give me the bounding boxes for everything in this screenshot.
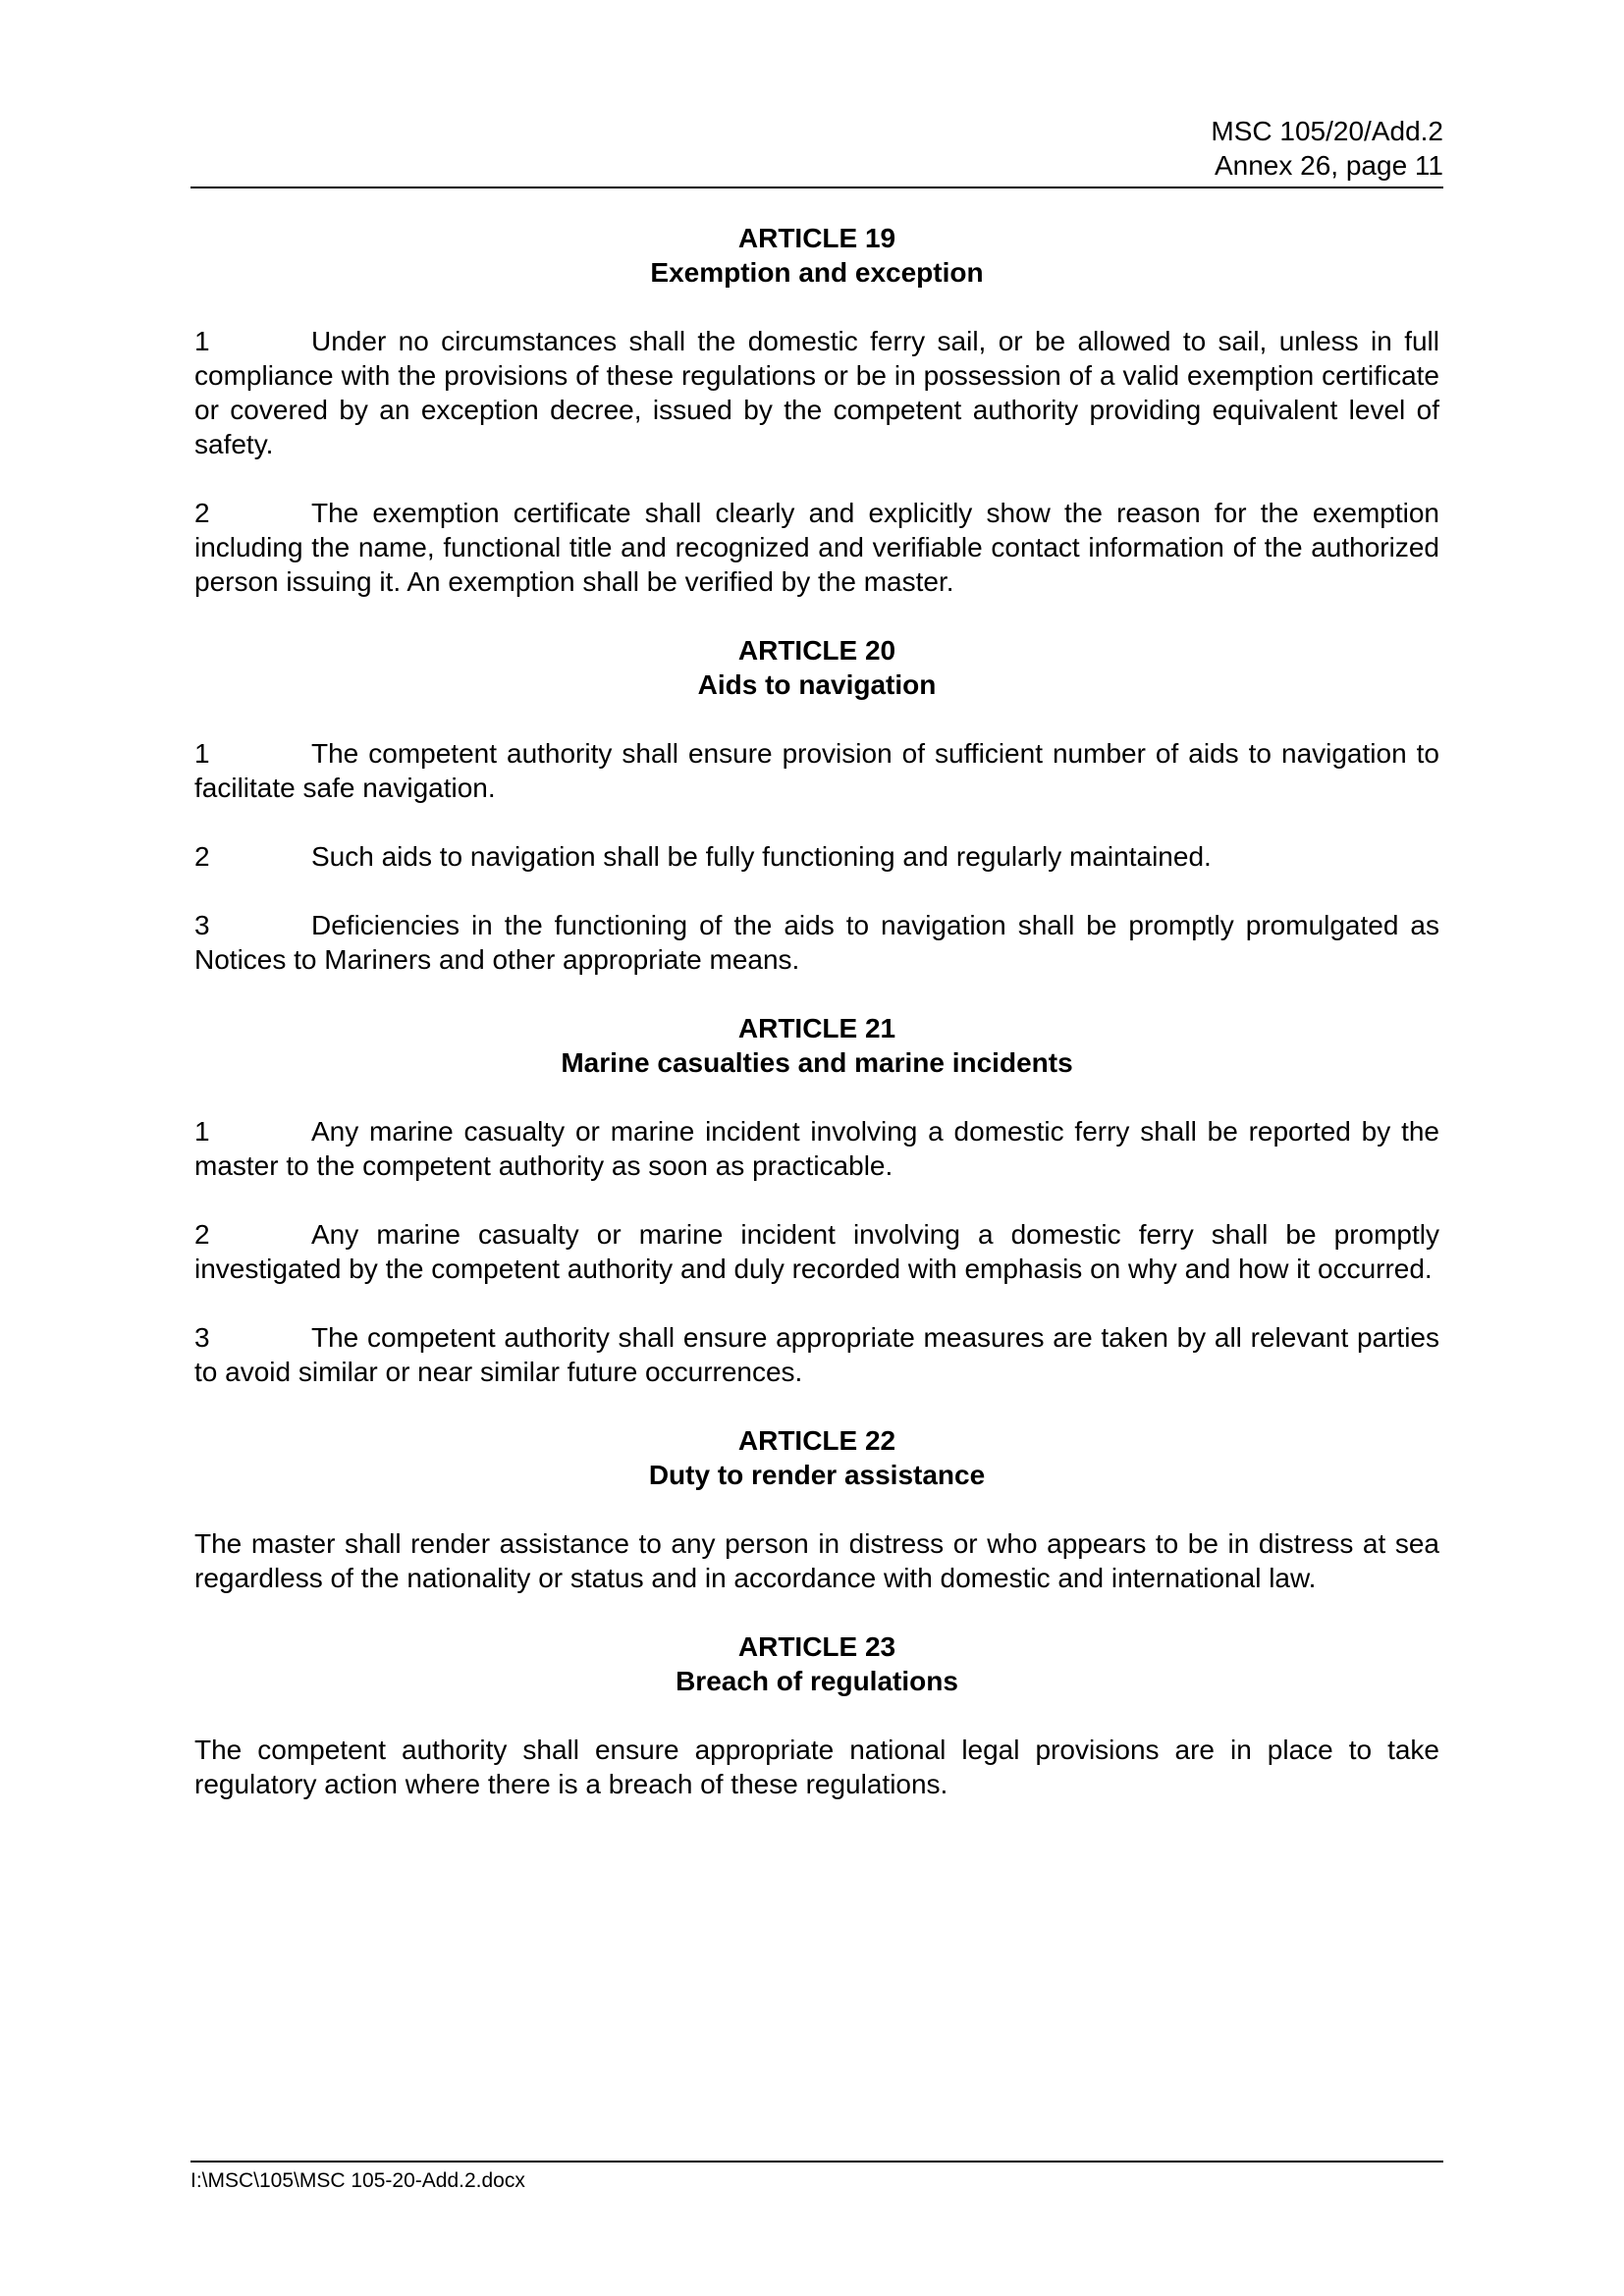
file-path: I:\MSC\105\MSC 105-20-Add.2.docx [190, 2169, 525, 2192]
article-paragraph [194, 839, 1439, 874]
article-23 [194, 1629, 1439, 1801]
paragraph-number: 3 [194, 910, 210, 940]
page-reference: Annex 26, page 11 [1214, 150, 1443, 181]
paragraph-text: Any marine casualty or marine incident involving a domestic ferry shall be reported by the master to the competent authority as soon as practicable. [194, 1116, 1439, 1181]
paragraph-number: 1 [194, 738, 210, 769]
article-paragraph [194, 1320, 1439, 1389]
paragraph-text: The master shall render assistance to any person in distress or who appears to be in distress at sea regardless of the nationality or status and in accordance with domestic and international law. [194, 1528, 1439, 1593]
article-21 [194, 1011, 1439, 1389]
article-paragraph [194, 1733, 1439, 1801]
article-title: Aids to navigation [697, 669, 937, 700]
article-title: Marine casualties and marine incidents [561, 1047, 1073, 1078]
document-body [194, 221, 1439, 1836]
paragraph-text: Deficiencies in the functioning of the aids to navigation shall be promptly promulgated as Notices to Mariners and other appropriate means. [194, 910, 1439, 975]
article-title: Duty to render assistance [648, 1460, 986, 1490]
paragraph-number: 2 [194, 1219, 210, 1250]
article-number: ARTICLE 19 [737, 223, 896, 253]
paragraph-number: 2 [194, 498, 210, 528]
paragraph-text: The exemption certificate shall clearly and explicitly show the reason for the exemption including the name, functional title and recognized and verifiable contact information of the authorized person issuing it. An exemption shall be verified by the master. [194, 498, 1439, 597]
page-header [190, 114, 1443, 188]
article-20 [194, 633, 1439, 977]
paragraph-text: The competent authority shall ensure appropriate national legal provisions are in place to take regulatory action where there is a breach of these regulations. [194, 1735, 1439, 1799]
article-number: ARTICLE 22 [737, 1425, 896, 1456]
article-paragraph [194, 736, 1439, 805]
article-paragraph [194, 908, 1439, 977]
article-number: ARTICLE 21 [737, 1013, 896, 1043]
article-paragraph [194, 1217, 1439, 1286]
article-number: ARTICLE 20 [737, 635, 896, 666]
article-title: Breach of regulations [676, 1666, 958, 1696]
paragraph-number: 1 [194, 326, 210, 356]
paragraph-text: Such aids to navigation shall be fully functioning and regularly maintained. [311, 841, 1212, 872]
article-22 [194, 1423, 1439, 1595]
article-19 [194, 221, 1439, 599]
article-title: Exemption and exception [650, 257, 984, 288]
document-reference: MSC 105/20/Add.2 [1211, 116, 1443, 146]
paragraph-text: The competent authority shall ensure appropriate measures are taken by all relevant parties to avoid similar or near similar future occurrences. [194, 1322, 1439, 1387]
paragraph-text: The competent authority shall ensure provision of sufficient number of aids to navigation to facilitate safe navigation. [194, 738, 1439, 803]
paragraph-number: 1 [194, 1116, 210, 1147]
paragraph-text: Under no circumstances shall the domestic ferry sail, or be allowed to sail, unless in full compliance with the provisions of these regulations or be in possession of a valid exemption certificate or covered by an exception decree, issued by the competent authority providing equivalent level of safety. [194, 326, 1439, 459]
article-paragraph [194, 324, 1439, 461]
paragraph-number: 2 [194, 841, 210, 872]
page-footer [190, 2161, 1443, 2194]
article-paragraph [194, 496, 1439, 599]
paragraph-number: 3 [194, 1322, 210, 1353]
article-paragraph [194, 1114, 1439, 1183]
paragraph-text: Any marine casualty or marine incident involving a domestic ferry shall be promptly investigated by the competent authority and duly recorded with emphasis on why and how it occurred. [194, 1219, 1439, 1284]
article-paragraph [194, 1526, 1439, 1595]
article-number: ARTICLE 23 [737, 1631, 896, 1662]
